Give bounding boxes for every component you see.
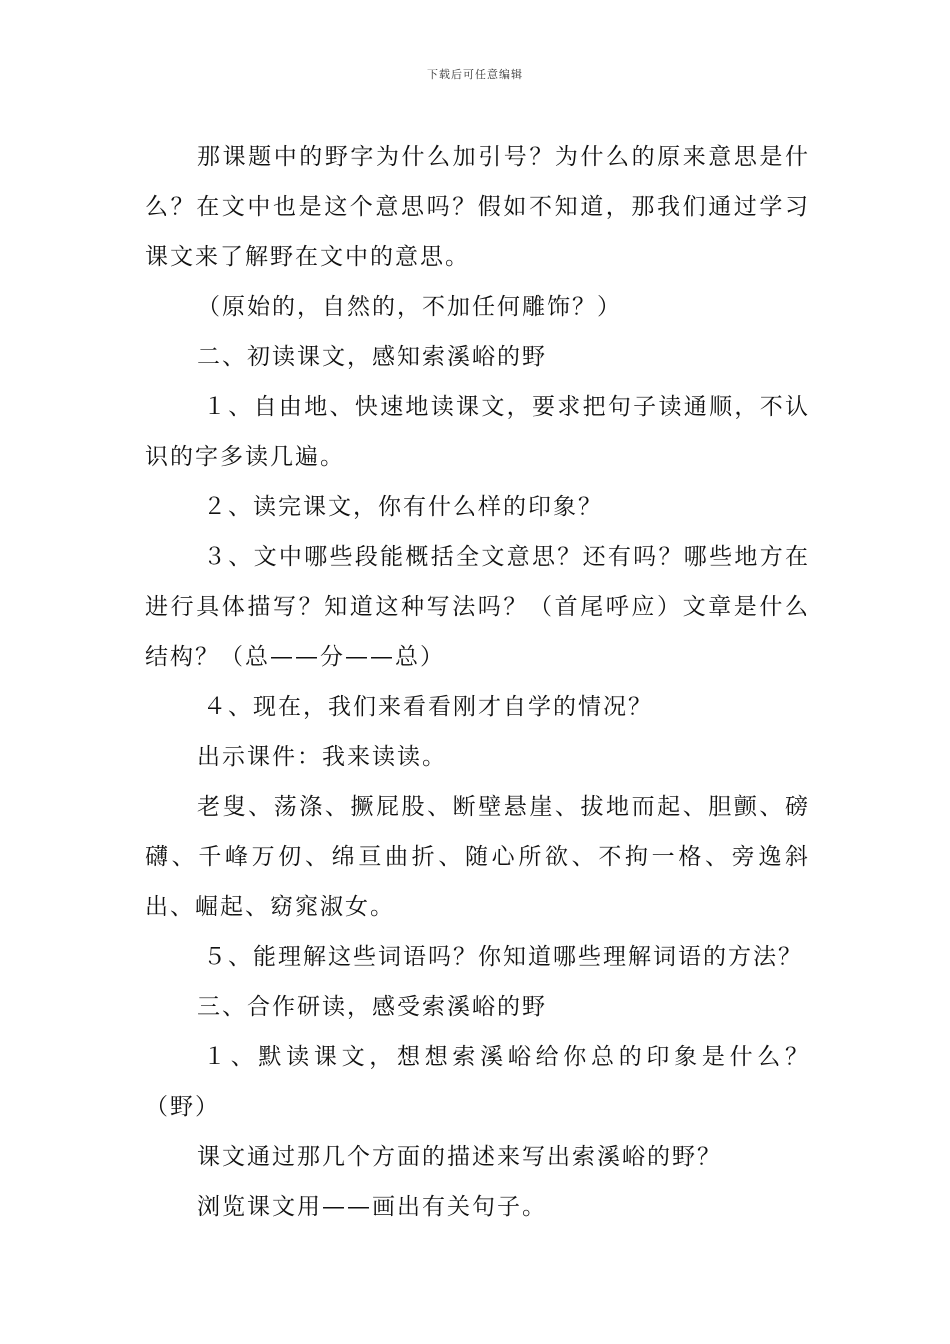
paragraph-answer-note: （原始的，自然的，不加任何雕饰？）	[197, 294, 622, 320]
paragraph-step-1: １、自由地、快速地读课文，要求把句子读通顺，不认识的字多读几遍。	[145, 394, 810, 470]
document-body	[145, 132, 810, 1232]
paragraph-title-question: 那课题中的野字为什么加引号？为什么的原来意思是什么？在文中也是这个意思吗？假如不知道，那我们通过学习课文来了解野在文中的意思。	[145, 144, 810, 270]
paragraph-step-2: ２、读完课文，你有什么样的印象？	[203, 494, 603, 520]
section-heading-cooperative-study: 三、合作研读，感受索溪峪的野	[197, 994, 547, 1020]
paragraph-step-3: ３、文中哪些段能概括全文意思？还有吗？哪些地方在进行具体描写？知道这种写法吗？（首尾呼应）文章是什么结构？（总——分——总）	[145, 544, 810, 670]
paragraph-step-5: ５、能理解这些词语吗？你知道哪些理解词语的方法？	[203, 944, 803, 970]
paragraph-vocabulary-list: 老叟、荡涤、撅屁股、断壁悬崖、拔地而起、胆颤、磅礴、千峰万仞、绵亘曲折、随心所欲、不拘一格、旁逸斜出、崛起、窈窕淑女。	[145, 794, 810, 920]
paragraph-step-4: ４、现在，我们来看看刚才自学的情况？	[203, 694, 653, 720]
page-header: 下载后可任意编辑	[427, 68, 523, 81]
paragraph-underline-task: 浏览课文用——画出有关句子。	[197, 1194, 547, 1220]
paragraph-description-question: 课文通过那几个方面的描述来写出索溪峪的野？	[197, 1144, 722, 1170]
section-heading-first-reading: 二、初读课文，感知索溪峪的野	[197, 344, 547, 370]
paragraph-silent-reading: １、默读课文，想想索溪峪给你总的印象是什么？（野）	[145, 1044, 810, 1120]
paragraph-courseware: 出示课件：我来读读。	[197, 744, 447, 770]
